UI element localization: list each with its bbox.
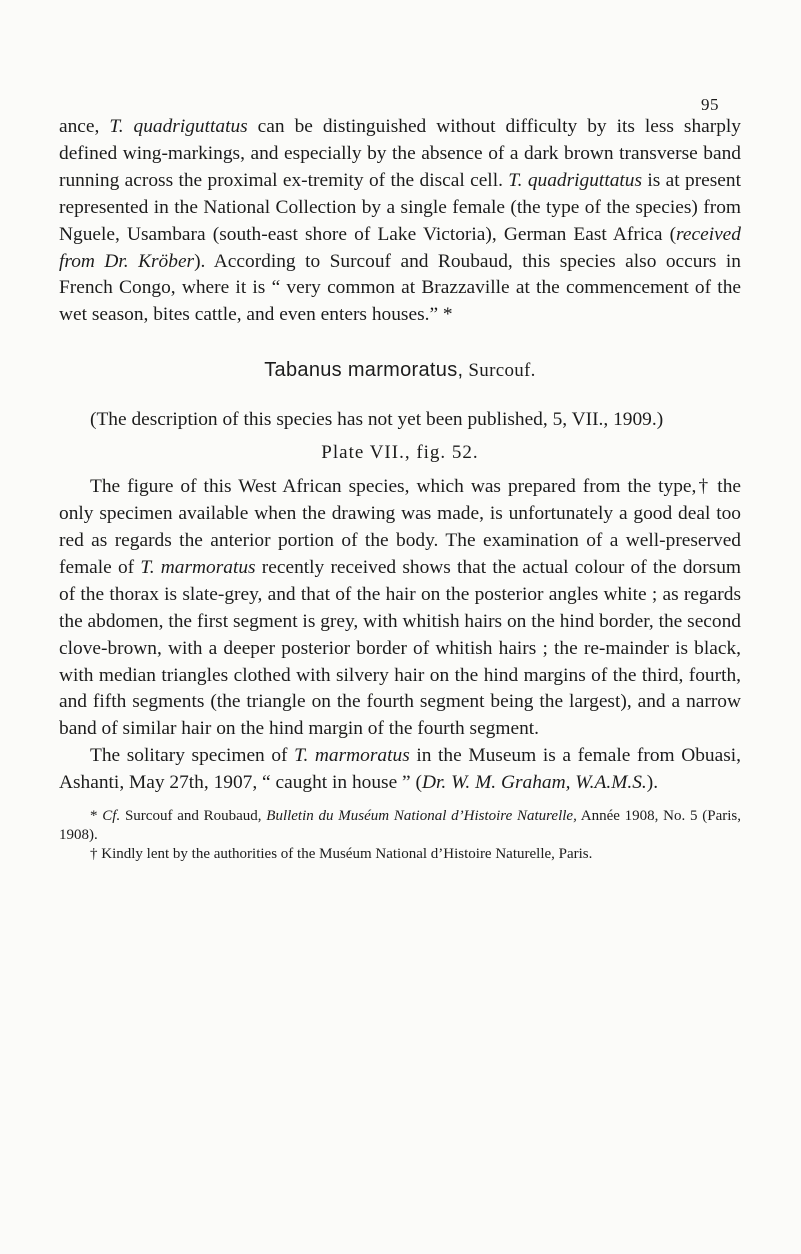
text-run: ). (646, 772, 659, 794)
heading-author: Surcouf. (463, 360, 536, 382)
text-run: * (90, 808, 103, 825)
source-note: received from Dr. Kröber (59, 223, 741, 272)
text-run: The solitary specimen of (90, 745, 295, 767)
text-run: ). According to Surcouf and Roubaud, this species also occurs in French Congo, where it is “ very common at Brazzaville at the commencement of the wet season, bites cattle, and even enters houses.” * (59, 250, 741, 326)
paragraph-intro (59, 114, 741, 329)
text-run: Surcouf and Roubaud, (120, 808, 267, 825)
species-name: T. marmoratus (294, 745, 410, 767)
description-note: (The description of this species has not yet been published, 5, VII., 1909.) (90, 409, 664, 431)
journal-title: Bulletin du Muséum National d’Histoire Naturelle, (266, 808, 577, 825)
text-run: Cf. (102, 808, 121, 825)
paragraph-specimen (59, 743, 741, 797)
footnote-star (59, 807, 741, 845)
species-name: T. quadriguttatus (508, 169, 643, 191)
plate-reference: Plate VII., fig. 52. (321, 442, 479, 464)
species-name: T. quadriguttatus (109, 116, 248, 137)
text-run: recently received shows that the actual colour of the dorsum of the thorax is slate-grey, and that of the hair on the posterior angles white ; as regards the abdomen, the first segment is grey, with whitish hairs on the hind border, the second clove-brown, with a deeper posterior border of whitish hairs ; the re-mainder is black, with median triangles clothed with silvery hair on the hind margins of the third, fourth, and fifth segments (the triangle on the fourth segment being the largest), and a narrow band of similar hair on the hind margin of the fourth segment. (59, 556, 741, 740)
footnote-dagger: † Kindly lent by the authorities of the Muséum National d’Histoire Naturelle, Paris. (90, 846, 593, 863)
text-run: can be distinguished without difficulty by its less sharply defined wing-markings, and especially by the absence of a dark brown transverse band running across the proximal ex-tremity of the discal cell. (59, 116, 742, 191)
text-run: The figure of this West African species, which was prepared from the type,† the only specimen available when the drawing was made, is unfortunately a good deal too red as regards the anterior portion of the body. The examination of a well-preserved female of (59, 476, 741, 578)
page-body (59, 114, 741, 864)
text-run: in the Museum is a female from Obuasi, Ashanti, May 27th, 1907, “ caught in house ” ( (59, 745, 741, 794)
text-run: Année 1908, No. 5 (Paris, 1908). (59, 808, 742, 844)
paragraph-figure (59, 474, 741, 743)
footnotes (59, 807, 741, 864)
collector-name: Dr. W. M. Graham, W.A.M.S. (421, 772, 647, 794)
section-heading (59, 359, 741, 382)
heading-species: Tabanus marmoratus, (264, 359, 464, 382)
page-number: 95 (701, 95, 719, 114)
text-run: is at present represented in the National Collection by a single female (the type of the species) from Nguele, Usambara (south-east shore of Lake Victoria), German East Africa ( (59, 169, 741, 245)
species-name: T. marmoratus (140, 556, 256, 578)
text-run: ance, (59, 116, 110, 137)
